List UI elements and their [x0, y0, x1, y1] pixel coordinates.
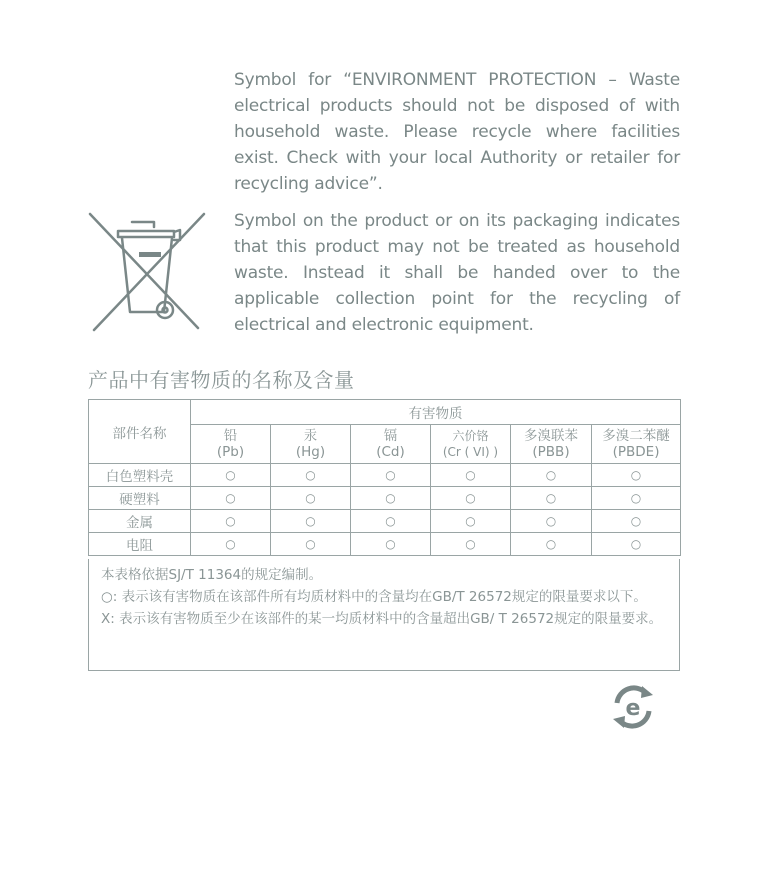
- part-name-cell: 白色塑料壳: [89, 464, 191, 487]
- note-x-meaning: X: 表示该有害物质至少在该部件的某一均质材料中的含量超出GB/ T 26572规定的限量要求。: [101, 611, 663, 627]
- substance-mark: ○: [431, 464, 511, 487]
- note-circle-meaning: ○: 表示该有害物质在该部件所有均质材料中的含量均在GB/T 26572规定的限量要求以下。: [101, 589, 647, 605]
- substance-mark: ○: [511, 464, 592, 487]
- crossed-out-wheelie-bin-icon: [86, 210, 208, 334]
- substance-mark: ○: [351, 487, 431, 510]
- substance-mark: ○: [511, 487, 592, 510]
- substance-mark: ○: [351, 464, 431, 487]
- substance-mark: ○: [511, 510, 592, 533]
- part-name-cell: 硬塑料: [89, 487, 191, 510]
- substance-mark: ○: [431, 510, 511, 533]
- substance-header: 多溴二苯醚 (PBDE): [592, 425, 681, 464]
- substance-mark: ○: [592, 533, 681, 556]
- substance-mark: ○: [191, 464, 271, 487]
- table-row: [89, 510, 681, 533]
- table-row: [89, 464, 681, 487]
- substance-mark: ○: [351, 510, 431, 533]
- table-row: [89, 533, 681, 556]
- substance-header: 六价铬 (Cr ( VI) ): [431, 425, 511, 464]
- environment-protection-use-period-icon: [609, 683, 657, 731]
- note-standard: 本表格依据SJ/T 11364的规定编制。: [101, 567, 323, 583]
- table-notes: [88, 559, 680, 671]
- hazardous-substances-header: 有害物质: [191, 400, 681, 425]
- table-header-row: [89, 400, 681, 425]
- substance-header: 铅 (Pb): [191, 425, 271, 464]
- substance-mark: ○: [191, 487, 271, 510]
- substance-mark: ○: [431, 533, 511, 556]
- substance-mark: ○: [271, 464, 351, 487]
- hazardous-substances-table: [88, 399, 681, 556]
- hazardous-substances-title: 产品中有害物质的名称及含量: [88, 368, 355, 392]
- part-name-cell: 金属: [89, 510, 191, 533]
- substance-header: 镉 (Cd): [351, 425, 431, 464]
- substance-mark: ○: [351, 533, 431, 556]
- substance-mark: ○: [592, 487, 681, 510]
- substance-mark: ○: [511, 533, 592, 556]
- substance-mark: ○: [271, 533, 351, 556]
- weee-symbol-paragraph: Symbol on the product or on its packaging indicates that this product may not be treated as household waste. Instead it shall be handed over to the applicable collection point for the recycling of electrical and electronic equipment.: [234, 211, 680, 335]
- part-name-cell: 电阻: [89, 533, 191, 556]
- svg-text:e: e: [625, 696, 641, 721]
- substance-mark: ○: [271, 487, 351, 510]
- substance-mark: ○: [191, 510, 271, 533]
- substance-mark: ○: [592, 510, 681, 533]
- weee-environment-paragraph: Symbol for “ENVIRONMENT PROTECTION – Waste electrical products should not be disposed of with household waste. Please recycle where facilities exist. Check with your local Authority or retailer for recycling advice”.: [234, 70, 680, 194]
- substance-header: 汞 (Hg): [271, 425, 351, 464]
- part-name-header: 部件名称: [89, 400, 191, 464]
- substance-mark: ○: [431, 487, 511, 510]
- table-row: [89, 487, 681, 510]
- substance-mark: ○: [592, 464, 681, 487]
- substance-mark: ○: [271, 510, 351, 533]
- substance-header: 多溴联苯 (PBB): [511, 425, 592, 464]
- substance-mark: ○: [191, 533, 271, 556]
